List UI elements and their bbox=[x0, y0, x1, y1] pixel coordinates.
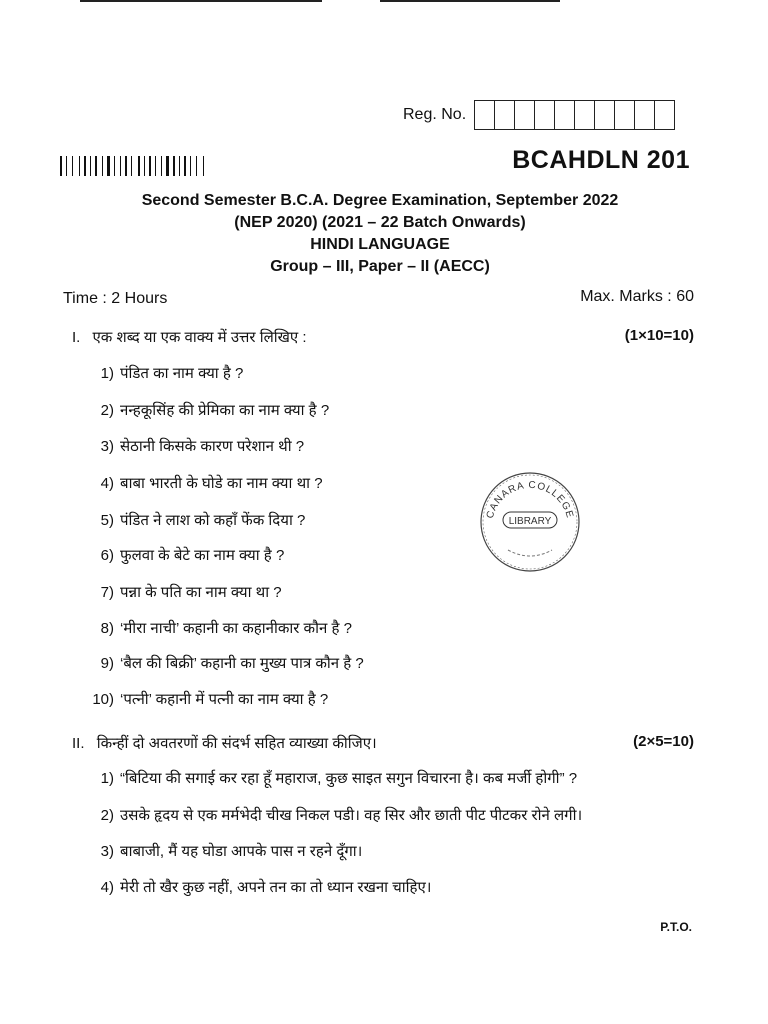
question-text: ‘बैल की बिक्री’ कहानी का मुख्य पात्र कौन है ? bbox=[120, 655, 364, 672]
question-number: 2) bbox=[100, 402, 114, 419]
reg-label: Reg. No. bbox=[403, 106, 467, 123]
passage-text: “बिटिया की सगाई कर रहा हूँ महाराज, कुछ साइत सगुन विचारना है। कब मर्जी होगी” ? bbox=[120, 770, 578, 787]
passage-text: बाबाजी, मैं यह घोडा आपके पास न रहने दूँगा। bbox=[120, 843, 363, 860]
reg-number-box bbox=[475, 101, 495, 129]
top-edge-line-left bbox=[80, 0, 322, 2]
paper-code: BCAHDLN 201 bbox=[512, 146, 690, 174]
question-text: पंडित का नाम क्या है ? bbox=[120, 365, 244, 382]
section-1-label: I. bbox=[72, 329, 81, 346]
reg-number-box bbox=[555, 101, 575, 129]
question-number: 8) bbox=[100, 620, 114, 637]
section-2-instruction: किन्हीं दो अवतरणों की संदर्भ सहित व्याख्या कीजिए। bbox=[96, 735, 377, 752]
question-number: 4) bbox=[100, 475, 114, 492]
question-text: ‘पत्नी’ कहानी में पत्नी का नाम क्या है ? bbox=[120, 691, 329, 708]
question-number: 1) bbox=[100, 365, 114, 382]
passage-item bbox=[90, 805, 582, 825]
stamp-library-text: LIBRARY bbox=[508, 516, 552, 527]
passage-item bbox=[90, 768, 577, 788]
section-2-header bbox=[72, 733, 694, 753]
reg-number-box bbox=[615, 101, 635, 129]
passage-text: मेरी तो खैर कुछ नहीं, अपने तन का तो ध्यान रखना चाहिए। bbox=[120, 879, 432, 896]
reg-number-box bbox=[515, 101, 535, 129]
question-number: 3) bbox=[100, 438, 114, 455]
stamp-college-name: CANARA COLLEGE bbox=[484, 479, 576, 520]
section-1-instruction: एक शब्द या एक वाक्य में उत्तर लिखिए : bbox=[92, 329, 307, 346]
question-item bbox=[90, 582, 282, 602]
question-item bbox=[90, 400, 329, 420]
max-marks: Max. Marks : 60 bbox=[580, 288, 694, 305]
time-allowed: Time : 2 Hours bbox=[63, 290, 168, 307]
question-number: 5) bbox=[100, 512, 114, 529]
reg-number-box bbox=[655, 101, 674, 129]
passage-number: 3) bbox=[100, 843, 114, 860]
question-item bbox=[90, 545, 284, 565]
reg-number-field bbox=[403, 100, 675, 130]
question-text: पन्ना के पति का नाम क्या था ? bbox=[120, 584, 282, 601]
question-item bbox=[90, 653, 364, 673]
exam-title: Second Semester B.C.A. Degree Examination, September 2022 bbox=[141, 192, 619, 209]
barcode bbox=[60, 156, 236, 176]
top-edge-line-right bbox=[380, 0, 560, 2]
question-number: 10) bbox=[92, 691, 114, 708]
question-text: पंडित ने लाश को कहाँ फेंक दिया ? bbox=[120, 512, 306, 529]
section-1-header bbox=[72, 327, 694, 347]
passage-number: 4) bbox=[100, 879, 114, 896]
section-1-marks: (1×10=10) bbox=[624, 327, 694, 344]
exam-heading bbox=[0, 190, 760, 278]
reg-number-box bbox=[635, 101, 655, 129]
passage-text: उसके हृदय से एक मर्मभेदी चीख निकल पडी। वह सिर और छाती पीट पीटकर रोने लगी। bbox=[120, 807, 583, 824]
section-2-label: II. bbox=[72, 735, 85, 752]
question-item bbox=[90, 363, 243, 383]
question-text: फुलवा के बेटे का नाम क्या है ? bbox=[120, 547, 285, 564]
passage-item bbox=[90, 877, 431, 897]
section-2-marks: (2×5=10) bbox=[633, 733, 694, 750]
passage-number: 2) bbox=[100, 807, 114, 824]
question-text: बाबा भारती के घोडे का नाम क्या था ? bbox=[120, 475, 323, 492]
reg-number-box bbox=[535, 101, 555, 129]
question-item bbox=[90, 510, 305, 530]
question-number: 7) bbox=[100, 584, 114, 601]
pto-marker: P.T.O. bbox=[660, 920, 692, 934]
svg-text:CANARA COLLEGE bbox=[485, 480, 575, 520]
passage-item bbox=[90, 841, 362, 861]
question-number: 6) bbox=[100, 547, 114, 564]
question-item bbox=[90, 473, 323, 493]
reg-number-box bbox=[495, 101, 515, 129]
exam-batch: (NEP 2020) (2021 – 22 Batch Onwards) bbox=[234, 214, 526, 231]
reg-number-boxes bbox=[474, 100, 675, 130]
library-stamp bbox=[478, 470, 582, 574]
question-text: ‘मीरा नाची’ कहानी का कहानीकार कौन है ? bbox=[120, 620, 352, 637]
question-item bbox=[90, 436, 304, 456]
question-item bbox=[90, 618, 352, 638]
exam-group: Group – III, Paper – II (AECC) bbox=[270, 258, 490, 275]
passage-number: 1) bbox=[100, 770, 114, 787]
question-text: सेठानी किसके कारण परेशान थी ? bbox=[120, 438, 305, 455]
question-text: नन्हकूसिंह की प्रेमिका का नाम क्या है ? bbox=[120, 402, 330, 419]
exam-subject: HINDI LANGUAGE bbox=[310, 236, 450, 253]
question-number: 9) bbox=[100, 655, 114, 672]
reg-number-box bbox=[595, 101, 615, 129]
question-item bbox=[90, 689, 328, 709]
reg-number-box bbox=[575, 101, 595, 129]
